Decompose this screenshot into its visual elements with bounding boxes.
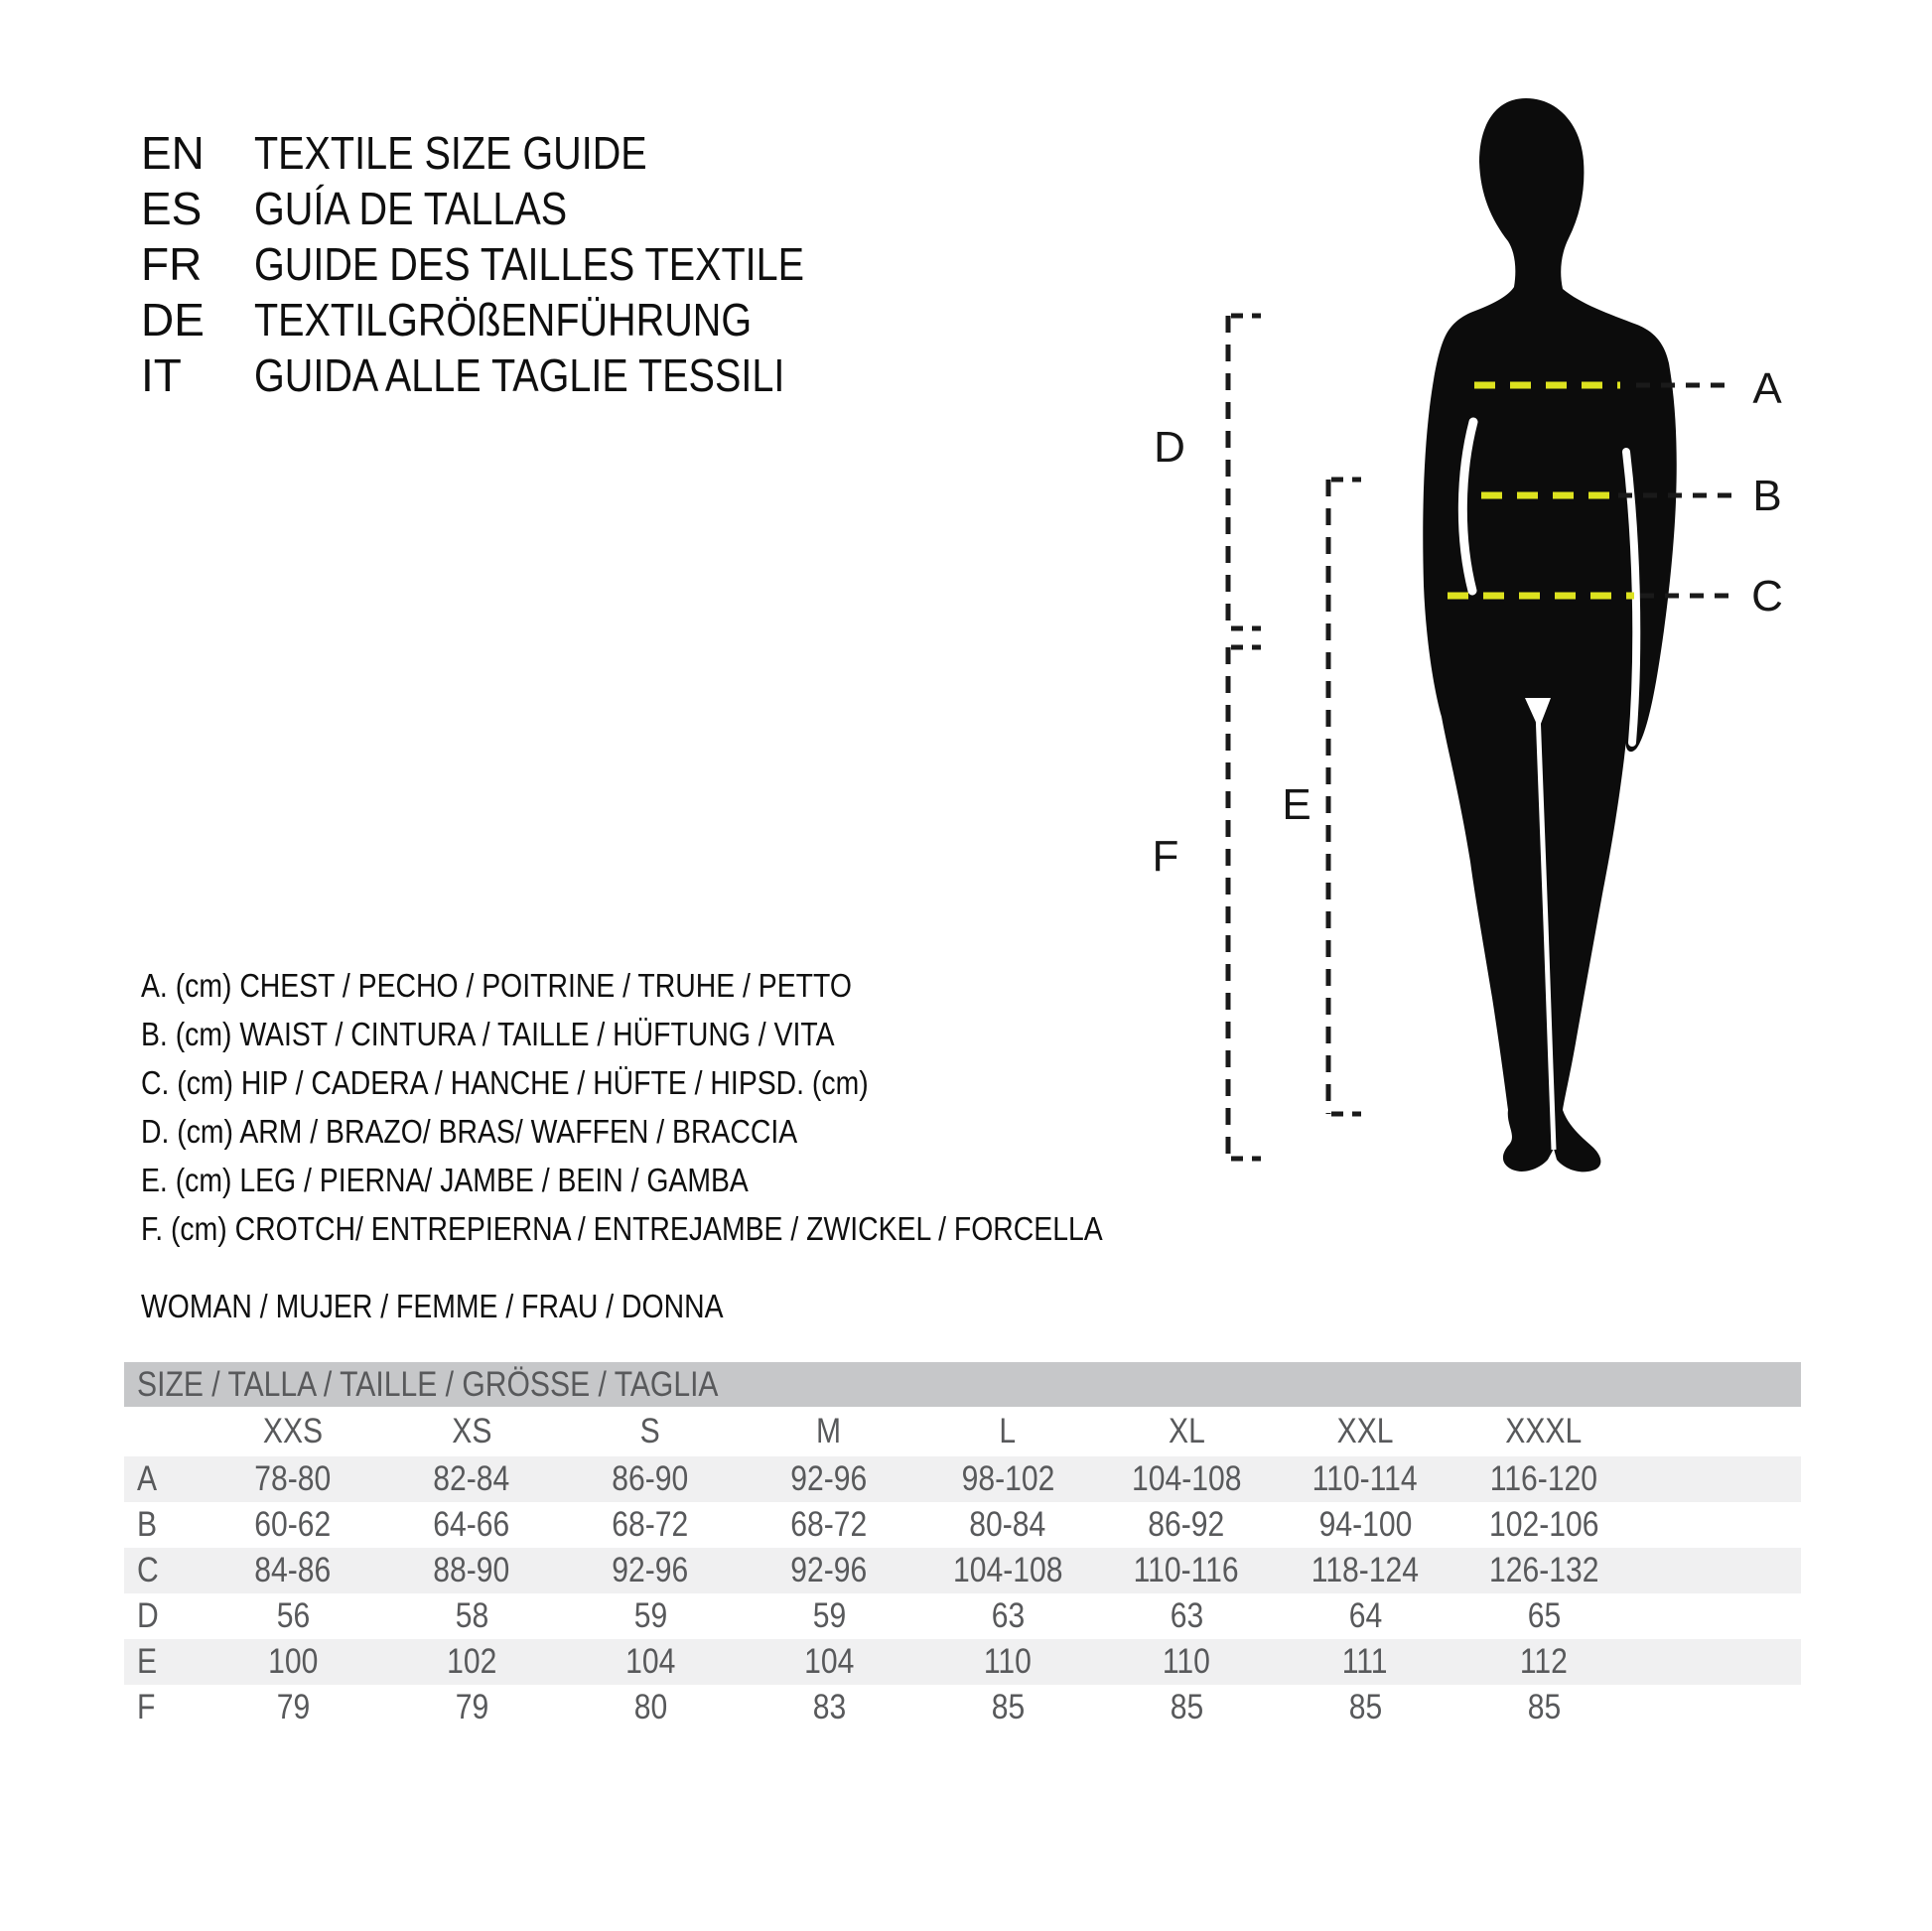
size-value: 102-106 xyxy=(1488,1505,1599,1544)
size-value: 116-120 xyxy=(1489,1459,1598,1498)
label-d: D xyxy=(1154,423,1185,472)
size-value: 126-132 xyxy=(1488,1551,1599,1589)
filler-cell xyxy=(1633,1685,1801,1730)
size-value: 85 xyxy=(1527,1688,1561,1726)
size-value: 83 xyxy=(812,1688,846,1726)
size-value: 80 xyxy=(633,1688,667,1726)
size-value: 85 xyxy=(1348,1688,1382,1726)
size-value: 59 xyxy=(812,1596,846,1635)
header-row-fr xyxy=(141,236,894,292)
size-table-header-text: SIZE / TALLA / TAILLE / GRÖSSE / TAGLIA xyxy=(137,1365,719,1404)
lang-code-en: EN xyxy=(141,127,205,179)
size-header-row xyxy=(124,1407,1801,1456)
filler-cell xyxy=(1633,1548,1801,1593)
legend-line-c: C. (cm) HIP / CADERA / HANCHE / HÜFTE / HIPSD. (cm) xyxy=(141,1064,869,1101)
size-value: 84-86 xyxy=(254,1551,332,1589)
table-row-a xyxy=(124,1456,1801,1502)
row-label: B xyxy=(137,1505,158,1544)
size-value: 64 xyxy=(1348,1596,1382,1635)
lang-title-es: GUÍA DE TALLAS xyxy=(254,183,568,234)
size-value: 104-108 xyxy=(1131,1459,1242,1498)
size-value: 64-66 xyxy=(433,1505,510,1544)
header-row-en xyxy=(141,125,894,181)
lang-title-fr: GUIDE DES TAILLES TEXTILE xyxy=(254,238,805,290)
size-value: 102 xyxy=(446,1642,497,1681)
size-value: 98-102 xyxy=(961,1459,1054,1498)
legend-line-f: F. (cm) CROTCH/ ENTREPIERNA / ENTREJAMBE / ZWICKEL / FORCELLA xyxy=(141,1210,1103,1247)
size-value: 104 xyxy=(803,1642,855,1681)
size-value: 78-80 xyxy=(254,1459,332,1498)
row-label: D xyxy=(137,1596,159,1635)
size-header-l: L xyxy=(999,1412,1017,1450)
measurement-legend xyxy=(141,961,1259,1253)
size-header-xs: XS xyxy=(451,1412,492,1450)
size-header-m: M xyxy=(816,1412,842,1450)
size-value: 112 xyxy=(1520,1642,1568,1681)
lang-title-de: TEXTILGRÖßENFÜHRUNG xyxy=(254,294,753,345)
lang-code-de: DE xyxy=(141,294,205,345)
size-value: 94-100 xyxy=(1318,1505,1412,1544)
row-label: F xyxy=(137,1688,156,1726)
row-label: A xyxy=(137,1459,158,1498)
size-value: 110 xyxy=(1163,1642,1210,1681)
size-value: 118-124 xyxy=(1311,1551,1420,1589)
size-value: 85 xyxy=(991,1688,1025,1726)
table-row-f xyxy=(124,1685,1801,1730)
size-value: 110-114 xyxy=(1311,1459,1418,1498)
size-value: 68-72 xyxy=(790,1505,868,1544)
size-value: 60-62 xyxy=(254,1505,332,1544)
legend-line-b: B. (cm) WAIST / CINTURA / TAILLE / HÜFTUNG / VITA xyxy=(141,1016,835,1052)
header-row-es xyxy=(141,181,894,236)
lang-title-it: GUIDA ALLE TAGLIE TESSILI xyxy=(254,349,785,401)
filler-cell xyxy=(1633,1456,1801,1502)
lang-code-es: ES xyxy=(141,183,203,234)
size-value: 85 xyxy=(1170,1688,1203,1726)
size-header-xl: XL xyxy=(1168,1412,1205,1450)
row-label: E xyxy=(137,1642,158,1681)
size-header-xxs: XXS xyxy=(262,1412,324,1450)
size-table xyxy=(124,1407,1801,1730)
size-value: 110 xyxy=(984,1642,1032,1681)
size-value: 82-84 xyxy=(433,1459,510,1498)
lang-code-fr: FR xyxy=(141,238,203,290)
size-header-filler xyxy=(1633,1407,1801,1456)
size-value: 79 xyxy=(455,1688,488,1726)
size-header-xxxl: XXXL xyxy=(1505,1412,1583,1450)
size-value: 104-108 xyxy=(952,1551,1063,1589)
size-value: 92-96 xyxy=(790,1551,868,1589)
size-value: 68-72 xyxy=(612,1505,689,1544)
size-value: 110-116 xyxy=(1133,1551,1239,1589)
size-value: 92-96 xyxy=(612,1551,689,1589)
label-e: E xyxy=(1282,780,1311,829)
size-value: 104 xyxy=(624,1642,676,1681)
size-value: 88-90 xyxy=(433,1551,510,1589)
table-row-c xyxy=(124,1548,1801,1593)
size-value: 86-92 xyxy=(1148,1505,1225,1544)
size-header-empty xyxy=(124,1407,204,1456)
header-row-it xyxy=(141,347,894,403)
size-value: 59 xyxy=(633,1596,667,1635)
table-row-d xyxy=(124,1593,1801,1639)
size-value: 63 xyxy=(991,1596,1025,1635)
filler-cell xyxy=(1633,1502,1801,1548)
label-a: A xyxy=(1752,364,1782,413)
gender-title: WOMAN / MUJER / FEMME / FRAU / DONNA xyxy=(141,1288,724,1324)
row-label: C xyxy=(137,1551,159,1589)
legend-line-a: A. (cm) CHEST / PECHO / POITRINE / TRUHE / PETTO xyxy=(141,967,852,1004)
lang-code-it: IT xyxy=(141,349,182,401)
size-value: 79 xyxy=(276,1688,310,1726)
size-value: 80-84 xyxy=(969,1505,1046,1544)
size-value: 56 xyxy=(276,1596,310,1635)
label-c: C xyxy=(1751,572,1783,621)
filler-cell xyxy=(1633,1639,1801,1685)
label-b: B xyxy=(1752,472,1782,520)
filler-cell xyxy=(1633,1593,1801,1639)
size-value: 111 xyxy=(1342,1642,1388,1681)
size-header-s: S xyxy=(639,1412,661,1450)
size-value: 58 xyxy=(455,1596,488,1635)
size-header-xxl: XXL xyxy=(1336,1412,1394,1450)
lang-title-en: TEXTILE SIZE GUIDE xyxy=(254,127,647,179)
size-table-section xyxy=(124,1362,1801,1730)
size-value: 65 xyxy=(1527,1596,1561,1635)
size-table-header-band xyxy=(124,1362,1801,1407)
size-value: 63 xyxy=(1170,1596,1203,1635)
size-value: 86-90 xyxy=(612,1459,689,1498)
legend-line-d: D. (cm) ARM / BRAZO/ BRAS/ WAFFEN / BRACCIA xyxy=(141,1113,798,1150)
header-row-de xyxy=(141,292,894,347)
size-value: 92-96 xyxy=(790,1459,868,1498)
table-row-b xyxy=(124,1502,1801,1548)
label-f: F xyxy=(1152,832,1179,881)
table-row-e xyxy=(124,1639,1801,1685)
legend-line-e: E. (cm) LEG / PIERNA/ JAMBE / BEIN / GAMBA xyxy=(141,1162,749,1198)
size-value: 100 xyxy=(267,1642,319,1681)
language-header-block xyxy=(141,125,894,403)
